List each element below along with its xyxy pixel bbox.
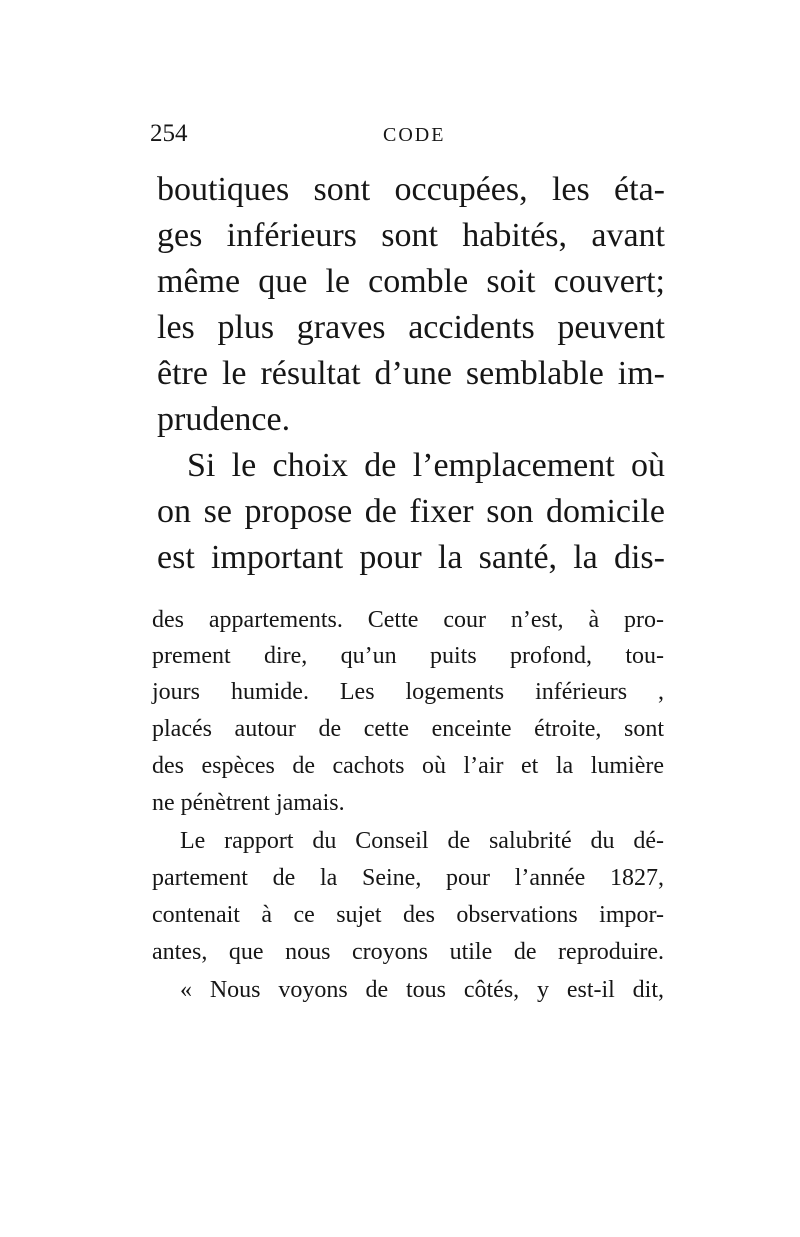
footnote-line: « Nous voyons de tous côtés, y est-il dit, xyxy=(180,977,664,1003)
footnote-line: partement de la Seine, pour l’année 1827, xyxy=(152,865,664,891)
main-text-line: on se propose de fixer son domicile xyxy=(157,493,665,530)
page-header xyxy=(150,120,670,160)
footnote-line: Le rapport du Conseil de salubrité du dé- xyxy=(180,828,664,854)
footnote-line: antes, que nous croyons utile de reproduire. xyxy=(152,939,664,965)
main-text-line: même que le comble soit couvert; xyxy=(157,263,665,300)
main-text-line: être le résultat d’une semblable im- xyxy=(157,355,665,392)
running-head: CODE xyxy=(383,124,446,146)
page-number: 254 xyxy=(150,120,188,147)
footnote-line: des espèces de cachots où l’air et la lumière xyxy=(152,753,664,779)
main-text-line: est important pour la santé, la dis- xyxy=(157,539,665,576)
main-text-line: boutiques sont occupées, les éta- xyxy=(157,171,665,208)
footnote-line: jours humide. Les logements inférieurs , xyxy=(152,679,664,705)
footnote-line: placés autour de cette enceinte étroite, sont xyxy=(152,716,664,742)
main-text-line: prudence. xyxy=(157,401,291,438)
footnote-line: des appartements. Cette cour n’est, à pro- xyxy=(152,607,664,633)
footnote-line: ne pénètrent jamais. xyxy=(152,790,345,816)
main-text-line: Si le choix de l’emplacement où xyxy=(187,447,665,484)
main-text-line: ges inférieurs sont habités, avant xyxy=(157,217,665,254)
footnote-line: contenait à ce sujet des observations impor- xyxy=(152,902,664,928)
footnote-line: prement dire, qu’un puits profond, tou- xyxy=(152,643,664,669)
main-text-line: les plus graves accidents peuvent xyxy=(157,309,665,346)
